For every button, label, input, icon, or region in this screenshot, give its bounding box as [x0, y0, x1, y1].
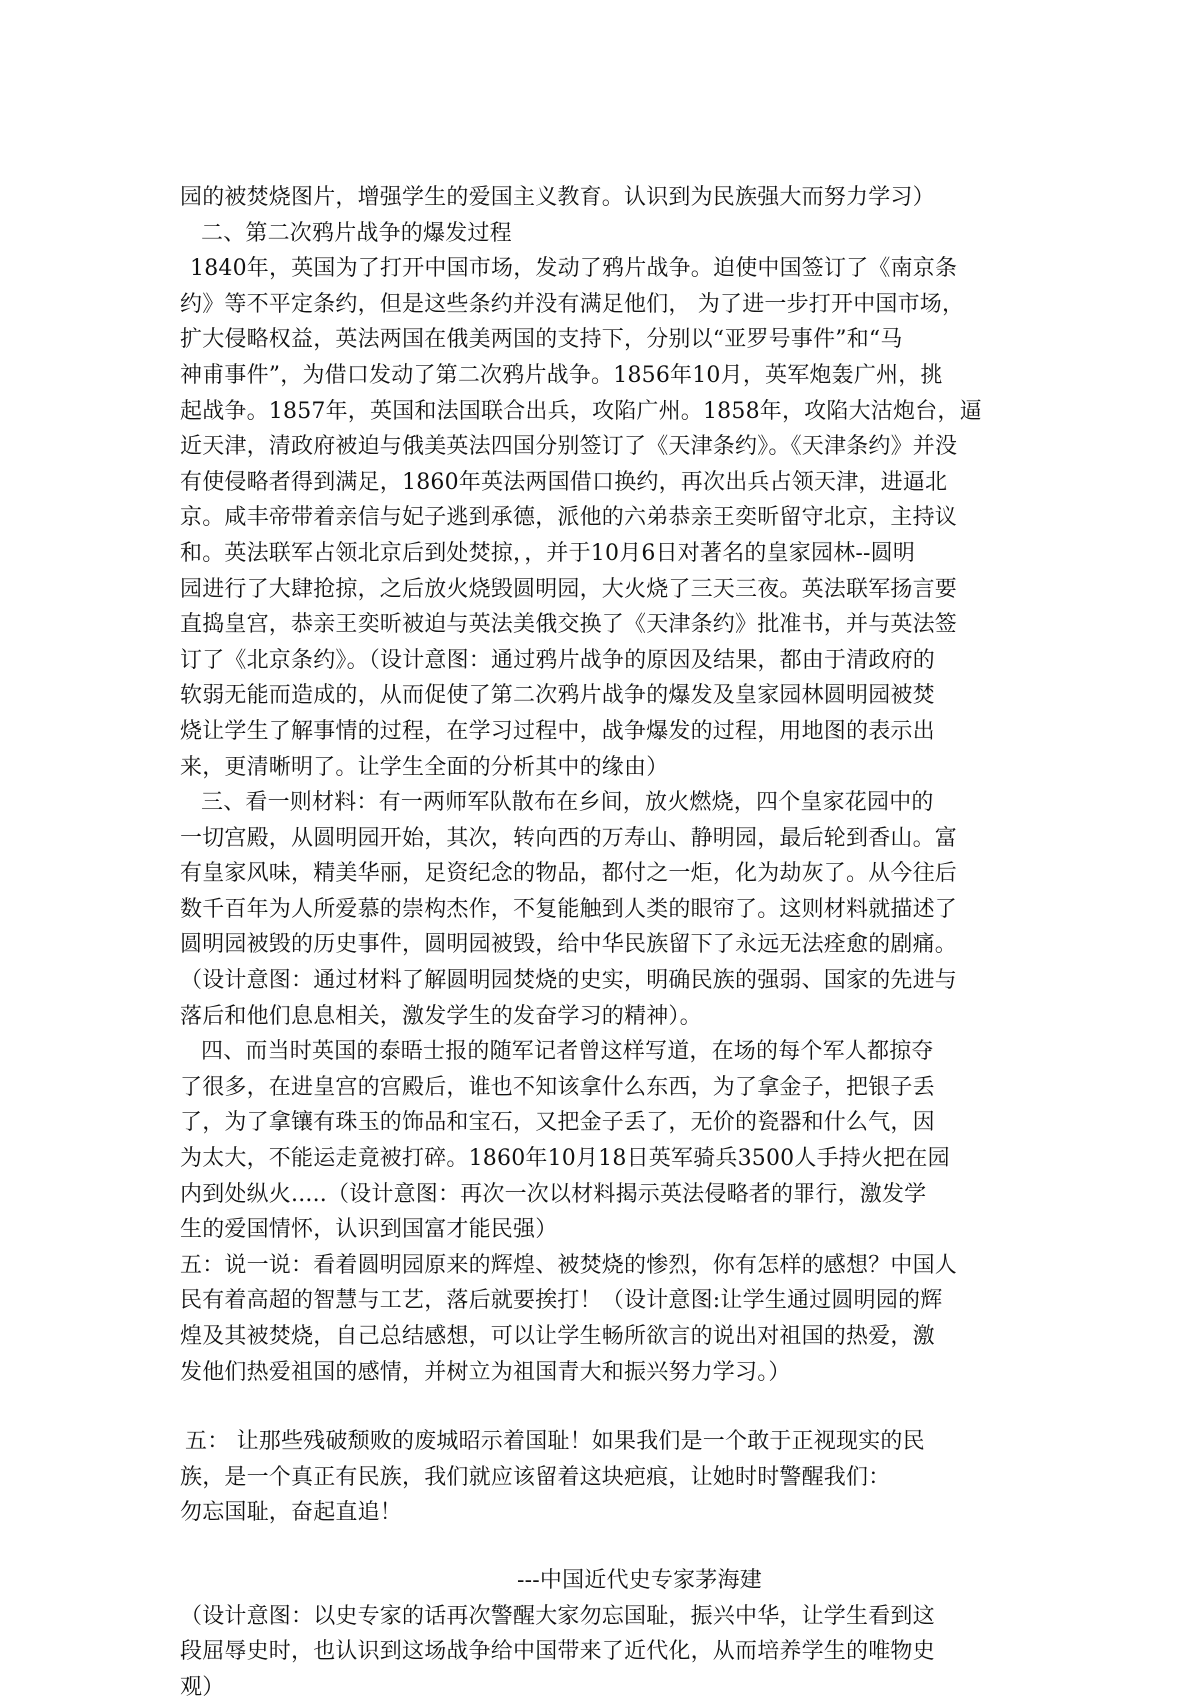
text-line: 内到处纵火.....（设计意图：再次一次以材料揭示英法侵略者的罪行，激发学	[180, 1181, 927, 1207]
text-line: 约》等不平定条约，但是这些条约并没有满足他们， 为了进一步打开中国市场，	[180, 291, 965, 317]
section-heading-2: 二、第二次鸦片战争的爆发过程	[201, 220, 512, 246]
text-line: 起战争。1857年，英国和法国联合出兵，攻陷广州。1858年，攻陷大沽炮台，逼	[180, 398, 982, 424]
paragraph-gap	[180, 1531, 1015, 1563]
text-line: 段屈辱史时，也认识到这场战争给中国带来了近代化，从而培养学生的唯物史	[180, 1639, 935, 1665]
quote-attribution: ---中国近代史专家茅海建	[517, 1567, 762, 1593]
text-line: 发他们热爱祖国的感情，并树立为祖国青大和振兴努力学习。）	[180, 1359, 791, 1385]
text-line: 直捣皇宫，恭亲王奕昕被迫与英法美俄交换了《天津条约》批准书，并与英法签	[180, 612, 958, 638]
text-line: 为太大，不能运走竟被打碎。1860年10月18日英军骑兵3500人手持火把在园	[180, 1146, 950, 1172]
section-heading-5: 五：说一说：看着圆明园原来的辉煌、被焚烧的惨烈，你有怎样的感想？中国人	[180, 1252, 958, 1278]
text-line: 民有着高超的智慧与工艺，落后就要挨打！（设计意图:让学生通过圆明园的辉	[180, 1288, 943, 1314]
quote-line: 五： 让那些残破颓败的废城昭示着国耻！如果我们是一个敢于正视现实的民	[185, 1429, 925, 1455]
quote-line: 勿忘国耻，奋起直追！	[180, 1500, 403, 1526]
text-line: 近天津，清政府被迫与俄美英法四国分别签订了《天津条约》。《天津条约》并没	[180, 434, 958, 460]
text-line: 园进行了大肆抢掠，之后放火烧毁圆明园，大火烧了三天三夜。英法联军扬言要	[180, 576, 958, 602]
text-line: （设计意图：以史专家的话再次警醒大家勿忘国耻，振兴中华，让学生看到这	[180, 1603, 935, 1629]
text-line: （设计意图：通过材料了解圆明园焚烧的史实，明确民族的强弱、国家的先进与	[180, 968, 958, 994]
text-line: 落后和他们息息相关，激发学生的发奋学习的精神）。	[180, 1003, 702, 1029]
text-line: 数千百年为人所爱慕的崇构杰作，不复能触到人类的眼帘了。这则材料就描述了	[180, 896, 958, 922]
text-line: 扩大侵略权益，英法两国在俄美两国的支持下，分别以“亚罗号事件”和“马	[180, 327, 903, 353]
text-line: 京。咸丰帝带着亲信与妃子逃到承德，派他的六弟恭亲王奕昕留守北京，主持议	[180, 505, 958, 531]
text-line: 神甫事件”，为借口发动了第二次鸦片战争。1856年10月，英军炮轰广州，挑	[180, 362, 943, 388]
text-line: 来，更清晰明了。让学生全面的分析其中的缘由）	[180, 754, 669, 780]
quote-line: 族，是一个真正有民族，我们就应该留着这块疤痕，让她时时警醒我们：	[180, 1464, 891, 1490]
text-line: 有使侵略者得到满足，1860年英法两国借口换约，再次出兵占领天津，进逼北	[180, 469, 948, 495]
text-line: 圆明园被毁的历史事件，圆明园被毁，给中华民族留下了永远无法痊愈的剧痛。	[180, 932, 958, 958]
text-line: 一切宫殿，从圆明园开始，其次，转向西的万寿山、静明园，最后轮到香山。富	[180, 825, 958, 851]
section-heading-4: 四、而当时英国的泰晤士报的随军记者曾这样写道，在场的每个军人都掠夺	[201, 1039, 934, 1065]
text-line: 订了《北京条约》。（设计意图：通过鸦片战争的原因及结果，都由于清政府的	[180, 647, 936, 673]
section-heading-3: 三、看一则材料：有一两师军队散布在乡间，放火燃烧，四个皇家花园中的	[201, 790, 934, 816]
text-line: 了，为了拿镶有珠玉的饰品和宝石，又把金子丢了，无价的瓷器和什么气，因	[180, 1110, 935, 1136]
text-line: 了很多，在进皇宫的宫殿后，谁也不知该拿什么东西，为了拿金子，把银子丢	[180, 1074, 935, 1100]
text-line: 和。英法联军占领北京后到处焚掠，，并于10月6日对著名的皇家园林--圆明	[180, 540, 916, 566]
text-line: 有皇家风味，精美华丽，足资纪念的物品，都付之一炬，化为劫灰了。从今往后	[180, 861, 958, 887]
text-line: 观）	[180, 1674, 225, 1700]
text-line: 煌及其被焚烧，自己总结感想，可以让学生畅所欲言的说出对祖国的热爱，激	[180, 1324, 935, 1349]
document-body	[180, 180, 1015, 1705]
paragraph-gap	[180, 1390, 1015, 1424]
text-line: 烧让学生了解事情的过程，在学习过程中，战争爆发的过程，用地图的表示出	[180, 718, 935, 744]
text-line: 软弱无能而造成的，从而促使了第二次鸦片战争的爆发及皇家园林圆明园被焚	[180, 683, 935, 709]
text-line: 1840年，英国为了打开中国市场，发动了鸦片战争。迫使中国签订了《南京条	[190, 256, 958, 282]
text-line: 生的爱国情怀，认识到国富才能民强）	[180, 1217, 558, 1243]
text-line: 园的被焚烧图片，增强学生的爱国主义教育。认识到为民族强大而努力学习）	[180, 185, 935, 210]
